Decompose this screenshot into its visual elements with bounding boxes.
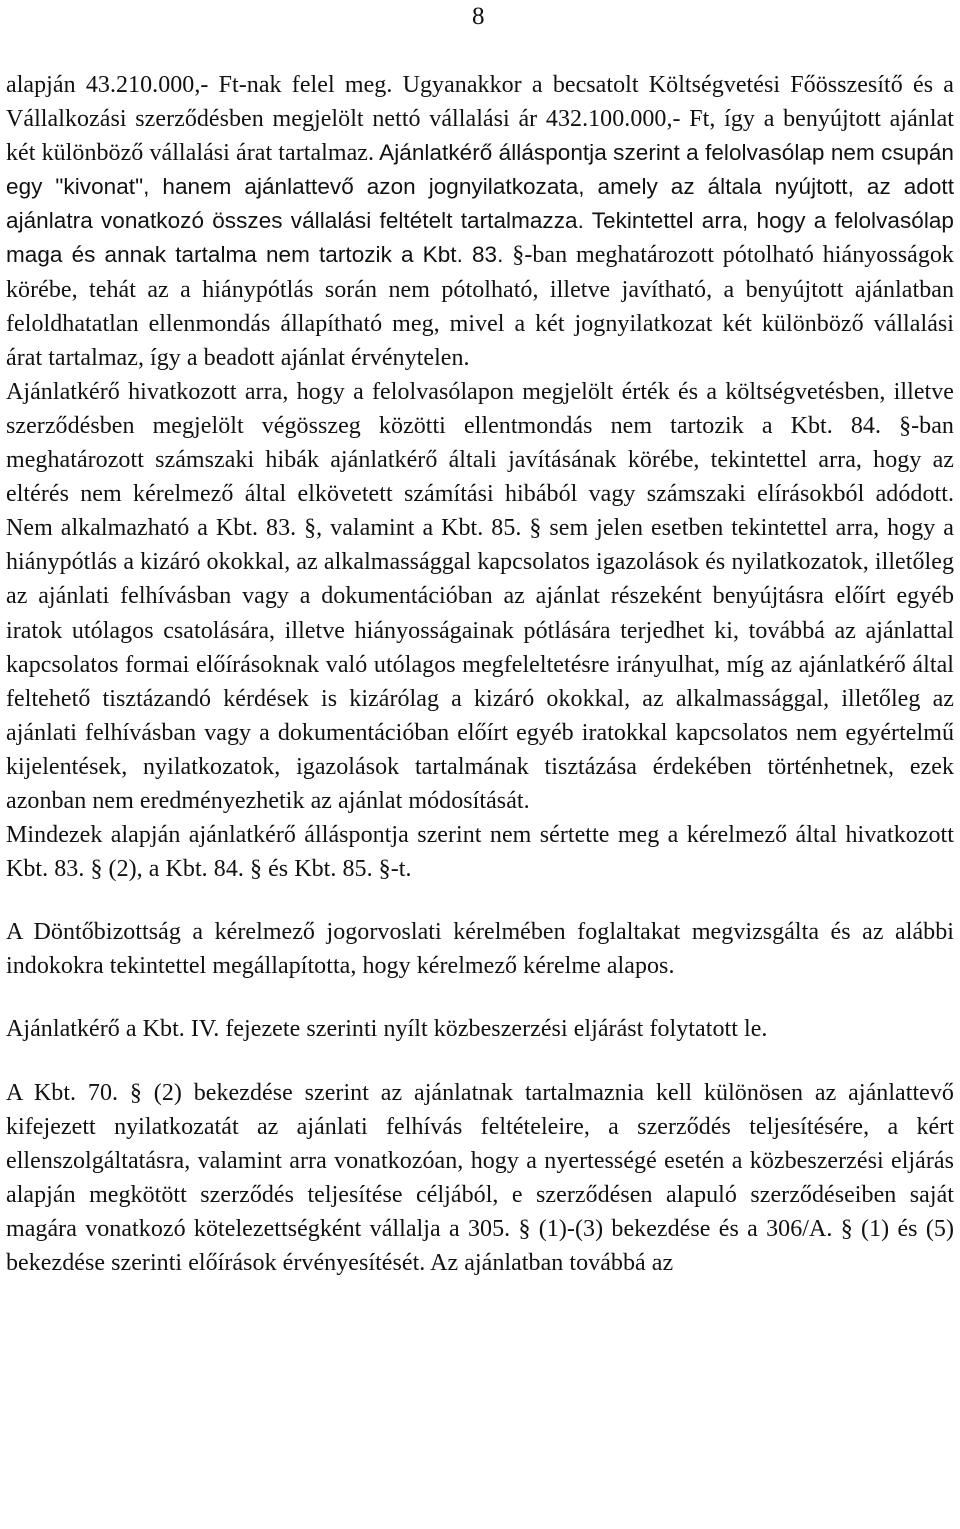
paragraph-1-part-serif: alapján 43.210.000,- Ft-nak felel meg. Ugyanakkor a becsatolt Költségvetési Főösszesítő és a Vállalkozási szerződésben megjelölt nettó vállalási ár 432.100.000,- Ft, így a benyújtott ajánlat két különböző vállalási árat tartalmaz. xyxy=(6,72,954,167)
paragraph-6: A Kbt. 70. § (2) bekezdése szerint az ajánlatnak tartalmaznia kell különösen az ajánlattevő kifejezett nyilatkozatát az ajánlati felhívás feltételeire, a szerződés teljesítésére, a kért ellenszolgáltatásra, valamint arra vonatkozóan, hogy a nyertességé esetén a közbeszerzési eljárás alapján megkötött szerződés teljesítése céljából, e szerződésen alapuló szerződéseiben saját magára vonatkozó kötelezettségként vállalja a 305. § (1)-(3) bekezdése és a 306/A. § (1) és (5) bekezdése szerinti előírások érvényesítését. Az ajánlatban továbbá az xyxy=(6,1079,954,1276)
document-body xyxy=(6,68,954,1280)
page-number: 8 xyxy=(472,3,485,30)
paragraph-5: Ajánlatkérő a Kbt. IV. fejezete szerinti nyílt közbeszerzési eljárást folytatott le. xyxy=(6,1016,768,1043)
paragraph-1 xyxy=(6,68,954,375)
paragraph-4: A Döntőbizottság a kérelmező jogorvoslati kérelmében foglaltakat megvizsgálta és az alábbi indokokra tekintettel megállapította, hogy kérelmező kérelme alapos. xyxy=(6,919,954,980)
paragraph-2: Ajánlatkérő hivatkozott arra, hogy a felolvasólapon megjelölt érték és a költségvetésben, illetve szerződésben megjelölt végösszeg közötti ellentmondás nem tartozik a Kbt. 84. §-ban meghatározott számszaki hibák ajánlatkérő általi javításának körébe, tekintettel arra, hogy az eltérés nem kérelmező által elkövetett számítási hibából vagy számszaki elírásokból adódott. Nem alkalmazható a Kbt. 83. §, valamint a Kbt. 85. § sem jelen esetben tekintettel arra, hogy a hiánypótlás a kizáró okokkal, az alkalmassággal kapcsolatos igazolások és nyilatkozatok, illetőleg az ajánlati felhívásban vagy a dokumentációban az ajánlat részeként benyújtásra előírt egyéb iratok utólagos csatolására, illetve hiányosságainak pótlására terjedhet ki, továbbá az ajánlattal kapcsolatos formai előírásoknak való utólagos megfeleltetésre irányulhat, míg az ajánlatkérő által feltehető tisztázandó kérdések is kizárólag a kizáró okokkal, az alkalmassággal, illetőleg az ajánlati felhívásban vagy a dokumentációban előírt egyéb iratokkal kapcsolatos nem egyértelmű kijelentések, nyilatkozatok, igazolások tartalmának tisztázása érdekében történhetnek, ezek azonban nem eredményezhetik az ajánlat módosítását. xyxy=(6,378,954,814)
paragraph-3: Mindezek alapján ajánlatkérő álláspontja szerint nem sértette meg a kérelmező által hivatkozott Kbt. 83. § (2), a Kbt. 84. § és Kbt. 85. §-t. xyxy=(6,822,954,883)
paragraph-1-part-sans: Ajánlatkérő álláspontja szerint a felolvasólap nem csupán egy "kivonat", hanem ajánlattevő azon jognyilatkozata, amely az általa nyújtott, az adott ajánlatra vonatkozó összes vállalási feltételt tartalmazza. Tekintettel arra, hogy a felolvasólap maga és annak tartalma nem tartozik a Kbt. 83. xyxy=(6,140,954,268)
paragraph-1-part-rest: §-ban meghatározott pótolható hiányosságok körébe, tehát az a hiánypótlás során nem pótolható, illetve javítható, a benyújtott ajánlatban feloldhatatlan ellenmondás állapítható meg, mivel a két jognyilatkozat két különböző vállalási árat tartalmaz, így a beadott ajánlat érvénytelen. xyxy=(6,242,954,371)
